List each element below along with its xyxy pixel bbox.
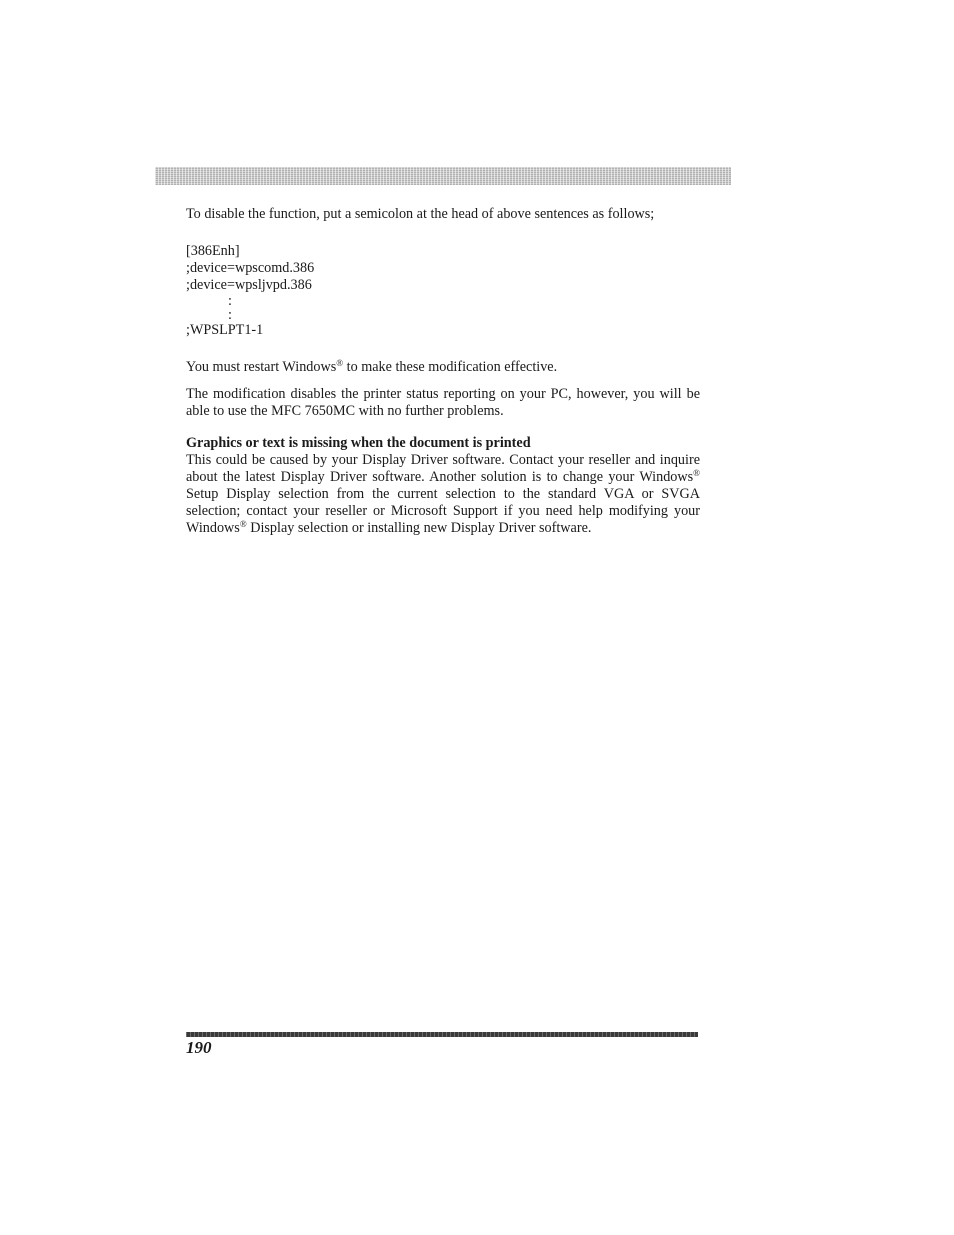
registered-mark: ®: [336, 358, 344, 368]
modification-paragraph: The modification disables the printer status reporting on your PC, however, you will be able to use the MFC 7650MC with no further problems.: [186, 386, 700, 419]
registered-mark: ®: [239, 519, 247, 529]
code-ellipsis-dot: :: [228, 293, 232, 309]
section-body-text: This could be caused by your Display Driver software. Contact your reseller and inquire about the latest Display Driver software. Another solution is to change your Windows: [186, 452, 700, 485]
code-line-section: [386Enh]: [186, 243, 240, 259]
footer-rule: [186, 1032, 698, 1037]
section-body: [186, 452, 700, 537]
code-line-device-wpscomd: ;device=wpscomd.386: [186, 260, 315, 276]
restart-text-end: to make these modification effective.: [343, 359, 558, 375]
section-heading: Graphics or text is missing when the document is printed: [186, 435, 531, 451]
restart-text: You must restart Windows: [186, 359, 337, 375]
code-line-device-wpsljvpd: ;device=wpsljvpd.386: [186, 277, 312, 293]
header-band: [155, 167, 731, 185]
code-block: [186, 243, 700, 339]
page-content: [186, 206, 700, 537]
restart-paragraph: [186, 359, 700, 376]
page-number: 190: [186, 1038, 212, 1057]
intro-paragraph: To disable the function, put a semicolon at the head of above sentences as follows;: [186, 206, 655, 222]
code-line-wpslpt: ;WPSLPT1-1: [186, 322, 264, 338]
code-ellipsis-dot: :: [228, 307, 232, 323]
section-body-text: Setup Display selection from the current selection to the standard VGA or SVGA selection; contact your reseller or Microsoft Support if you need help modifying your Windows: [186, 486, 700, 536]
section-body-text: Display selection or installing new Display Driver software.: [246, 520, 592, 536]
registered-mark: ®: [693, 468, 700, 478]
